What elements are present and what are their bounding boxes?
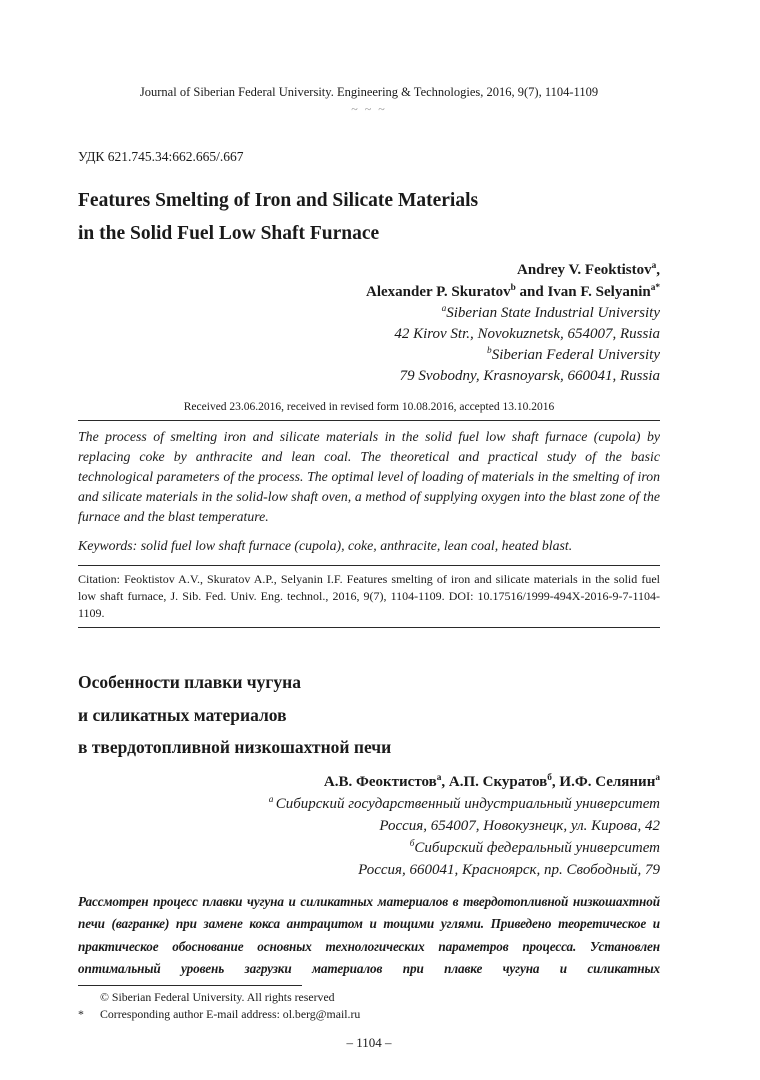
affiliation-text: 42 Kirov Str., Novokuznetsk, 654007, Russia — [394, 326, 660, 342]
affiliation-sup: б — [409, 839, 415, 849]
authors-en-block — [78, 260, 660, 387]
author-affiliation-sup: а — [436, 772, 442, 783]
affiliation-text: Россия, 654007, Новокузнецк, ул. Кирова, 42 — [379, 818, 660, 834]
affiliation-ru-line — [78, 837, 660, 859]
keywords-line: Keywords: solid fuel low shaft furnace (cupola), coke, anthracite, lean coal, heated blast. — [78, 538, 573, 553]
author-affiliation-sup: a* — [650, 282, 660, 293]
footnote-rule — [78, 985, 302, 986]
abstract-en: The process of smelting iron and silicate materials in the solid fuel low shaft furnace (cupola) by replacing coke by anthracite and lean coal. The theoretical and practical study of the basic technological parameters of the process. The optimal level of loading of materials in the smelting of iron and silicate materials in the solid-low shaft oven, a method of supplying oxygen into the blast zone of the furnace and the blast temperature. — [78, 429, 660, 524]
copyright-line — [78, 989, 660, 1006]
affiliation-text: 79 Svobodny, Krasnoyarsk, 660041, Russia — [399, 368, 660, 384]
journal-header: Journal of Siberian Federal University. Engineering & Technologies, 2016, 9(7), 1104-1109 — [139, 85, 599, 99]
article-title-ru-line2: и силикатных материалов — [78, 704, 287, 725]
author-name-tail: , — [656, 262, 660, 278]
article-title-ru-line3: в твердотопливной низкошахтной печи — [78, 737, 392, 757]
author-name: Alexander P. Skuratov — [366, 283, 511, 300]
author-affiliation-sup: a — [651, 261, 657, 271]
rule-above-abstract — [78, 420, 660, 421]
author-name: А.В. Феоктистов — [323, 773, 437, 790]
affiliation-en-line — [78, 345, 660, 366]
authors-ru-block — [78, 772, 660, 882]
author-separator: , — [551, 773, 560, 790]
author-separator: , — [441, 773, 449, 790]
affiliation-text: Россия, 660041, Красноярск, пр. Свободный, 79 — [358, 862, 660, 878]
author-en-line2 — [78, 282, 660, 304]
affiliation-sup: а — [268, 795, 276, 805]
article-title-ru — [78, 666, 660, 764]
author-affiliation-sup: b — [510, 282, 516, 293]
affiliation-text: Siberian State Industrial University — [446, 305, 660, 321]
author-affiliation-sup: б — [547, 772, 552, 783]
affiliation-text: Сибирский государственный индустриальный университет — [275, 796, 660, 812]
affiliation-sup: b — [487, 346, 492, 356]
received-dates-line: Received 23.06.2016, received in revised form 10.08.2016, accepted 13.10.2016 — [183, 401, 555, 413]
udc-code: УДК 621.745.34:662.665/.667 — [78, 149, 244, 164]
footnote-block — [78, 989, 660, 1022]
tilde-separator: ~ ~ ~ — [351, 102, 387, 116]
corresponding-author-text: Corresponding author E-mail address: ol.berg@mail.ru — [100, 1006, 361, 1021]
affiliation-ru-line — [78, 815, 660, 837]
citation-block: Citation: Feoktistov A.V., Skuratov A.P., Selyanin I.F. Features smelting of iron and silicate materials in the solid fuel low shaft furnace, J. Sib. Fed. Univ. Eng. technol., 2016, 9(7), 1104-1109. DOI: 10.17516/1999-494X-2016-9-7-1104-1109. — [78, 572, 660, 620]
author-ru-line — [78, 772, 660, 794]
affiliation-ru-line — [78, 859, 660, 881]
rule-below-citation — [78, 627, 660, 628]
article-title-en-line1: Features Smelting of Iron and Silicate Materials — [78, 190, 479, 211]
affiliation-sup: a — [441, 304, 447, 314]
corresponding-author-line — [78, 1006, 660, 1023]
copyright-text: © Siberian Federal University. All rights reserved — [100, 990, 335, 1005]
article-title-ru-line1: Особенности плавки чугуна — [78, 672, 301, 692]
author-name: А.П. Скуратов — [448, 773, 548, 790]
author-affiliation-sup: а — [655, 772, 660, 783]
affiliation-text: Siberian Federal University — [491, 347, 660, 363]
author-name: И.Ф. Селянин — [559, 773, 656, 790]
affiliation-text: Сибирский федеральный университет — [414, 840, 660, 856]
rule-above-citation — [78, 565, 660, 566]
page-number: – 1104 – — [346, 1035, 392, 1051]
author-en-line1 — [78, 260, 660, 282]
affiliation-en-line — [78, 366, 660, 387]
affiliation-ru-line — [78, 793, 660, 815]
asterisk-marker: * — [78, 1006, 84, 1021]
affiliation-en-line — [78, 324, 660, 345]
author-name: and Ivan F. Selyanin — [515, 283, 651, 300]
article-title-en — [78, 184, 660, 250]
article-title-en-line2: in the Solid Fuel Low Shaft Furnace — [78, 223, 380, 244]
author-name: Andrey V. Feoktistov — [516, 262, 652, 278]
affiliation-en-line — [78, 303, 660, 324]
abstract-ru: Рассмотрен процесс плавки чугуна и силикатных материалов в твердотопливной низкошахтной печи (вагранке) при замене кокса антрацитом и тощими углями. Приведено теоретическое и практическое обоснование основных технологических параметров процесса. Установлен оптимальный уровень загрузки материалов при плавке чугуна и силикатных — [78, 894, 660, 976]
